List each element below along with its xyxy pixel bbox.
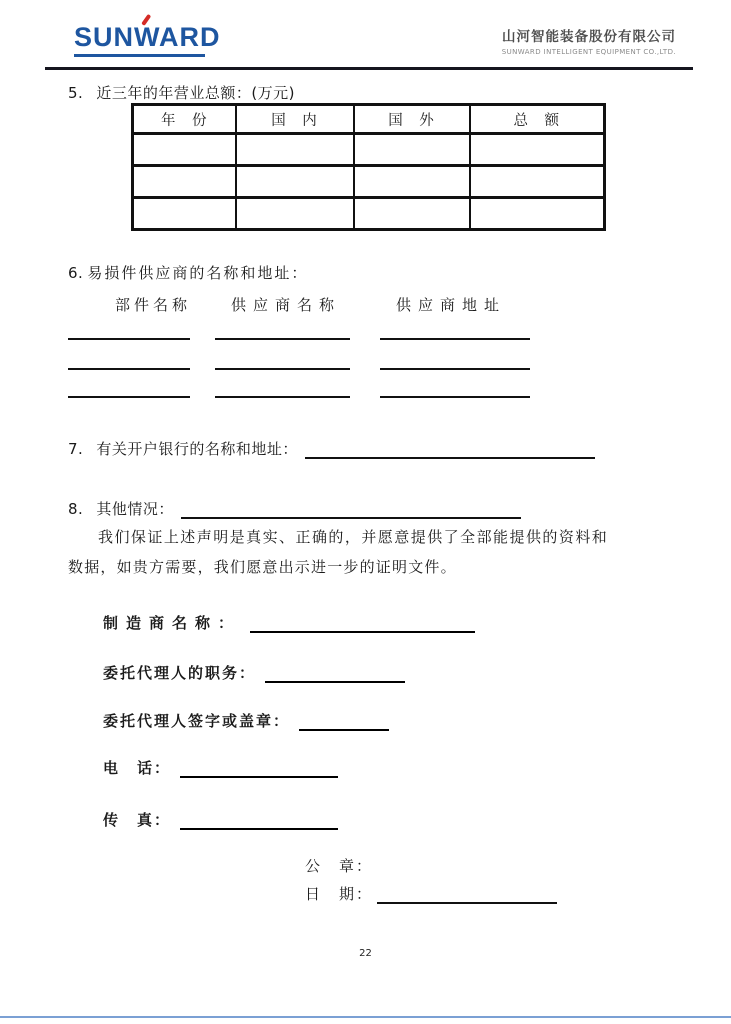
cell-domestic bbox=[236, 134, 354, 166]
cell-year bbox=[133, 166, 236, 198]
other-info-blank-line bbox=[181, 502, 521, 519]
supplier-name-blank-line bbox=[215, 368, 350, 370]
cell-total bbox=[470, 198, 605, 230]
seal-field bbox=[305, 855, 373, 876]
cell-total bbox=[470, 166, 605, 198]
supplier-col-supplier-address: 供应商地址 bbox=[396, 296, 507, 314]
supplier-address-blank-line bbox=[380, 396, 530, 398]
phone-blank-line bbox=[180, 761, 338, 778]
date-blank-line bbox=[377, 887, 557, 904]
col-overseas: 国 外 bbox=[354, 105, 470, 134]
part-name-blank-line bbox=[68, 396, 190, 398]
table-row bbox=[133, 134, 605, 166]
manufacturer-name-field bbox=[103, 612, 475, 633]
date-label: 日 期： bbox=[305, 885, 374, 903]
cell-year bbox=[133, 134, 236, 166]
seal-label: 公 章： bbox=[305, 857, 374, 875]
part-name-blank-line bbox=[68, 368, 190, 370]
item7-title: 有关开户银行的名称和地址： bbox=[96, 440, 298, 458]
logo-underline bbox=[74, 54, 205, 57]
page-number: 22 bbox=[359, 948, 372, 959]
table-row bbox=[133, 198, 605, 230]
agent-title-label: 委托代理人的职务： bbox=[103, 664, 257, 682]
company-name-en: SUNWARD INTELLIGENT EQUIPMENT CO.,LTD. bbox=[501, 48, 676, 57]
bank-name-address-blank-line bbox=[305, 442, 595, 459]
supplier-address-blank-line bbox=[380, 368, 530, 370]
company-name-cn: 山河智能装备股份有限公司 bbox=[502, 29, 676, 45]
manufacturer-name-blank-line bbox=[250, 616, 475, 633]
cell-total bbox=[470, 134, 605, 166]
header-divider bbox=[45, 67, 693, 70]
supplier-name-blank-line bbox=[215, 338, 350, 340]
item8-heading bbox=[68, 498, 521, 519]
item5-title: 近三年的年营业总额：(万元) bbox=[96, 84, 296, 102]
supplier-address-blank-line bbox=[380, 338, 530, 340]
declaration-paragraph: 我们保证上述声明是真实、正确的，并愿意提供了全部能提供的资料和数据，如贵方需要，我们愿意出示进一步的证明文件。 bbox=[68, 528, 608, 576]
item5-number: 5. bbox=[68, 84, 84, 102]
agent-title-field bbox=[103, 662, 405, 683]
date-field bbox=[305, 883, 557, 904]
item8-number: 8. bbox=[68, 500, 84, 518]
phone-label: 电 话： bbox=[103, 759, 172, 777]
annual-turnover-table bbox=[131, 103, 606, 231]
col-year: 年 份 bbox=[133, 105, 236, 134]
phone-field bbox=[103, 757, 338, 778]
sunward-logo-text: SUNWARD bbox=[74, 22, 221, 52]
item6-number: 6. bbox=[68, 264, 84, 282]
cell-overseas bbox=[354, 166, 470, 198]
col-domestic: 国 内 bbox=[236, 105, 354, 134]
cell-overseas bbox=[354, 198, 470, 230]
company-name-block bbox=[502, 29, 676, 56]
sunward-logo bbox=[74, 24, 221, 57]
fax-blank-line bbox=[180, 813, 338, 830]
item7-heading bbox=[68, 438, 595, 459]
cell-domestic bbox=[236, 166, 354, 198]
item6-title: 易损件供应商的名称和地址： bbox=[87, 264, 309, 282]
agent-signature-label: 委托代理人签字或盖章： bbox=[103, 712, 291, 730]
item5-heading bbox=[68, 82, 295, 103]
fax-label: 传 真： bbox=[103, 811, 172, 829]
fax-field bbox=[103, 809, 338, 830]
cell-year bbox=[133, 198, 236, 230]
supplier-col-part-name: 部件名称 bbox=[115, 296, 192, 314]
agent-title-blank-line bbox=[265, 666, 405, 683]
col-total: 总 额 bbox=[470, 105, 605, 134]
cell-domestic bbox=[236, 198, 354, 230]
supplier-name-blank-line bbox=[215, 396, 350, 398]
table-header-row bbox=[133, 105, 605, 134]
part-name-blank-line bbox=[68, 338, 190, 340]
item8-title: 其他情况： bbox=[96, 500, 174, 518]
item7-number: 7. bbox=[68, 440, 84, 458]
table-row bbox=[133, 166, 605, 198]
agent-signature-blank-line bbox=[299, 714, 389, 731]
item6-heading bbox=[68, 262, 308, 283]
manufacturer-name-label: 制造商名称： bbox=[103, 614, 242, 632]
agent-signature-field bbox=[103, 710, 389, 731]
supplier-col-supplier-name: 供应商名称 bbox=[231, 296, 342, 314]
footer-divider bbox=[0, 1016, 731, 1018]
cell-overseas bbox=[354, 134, 470, 166]
